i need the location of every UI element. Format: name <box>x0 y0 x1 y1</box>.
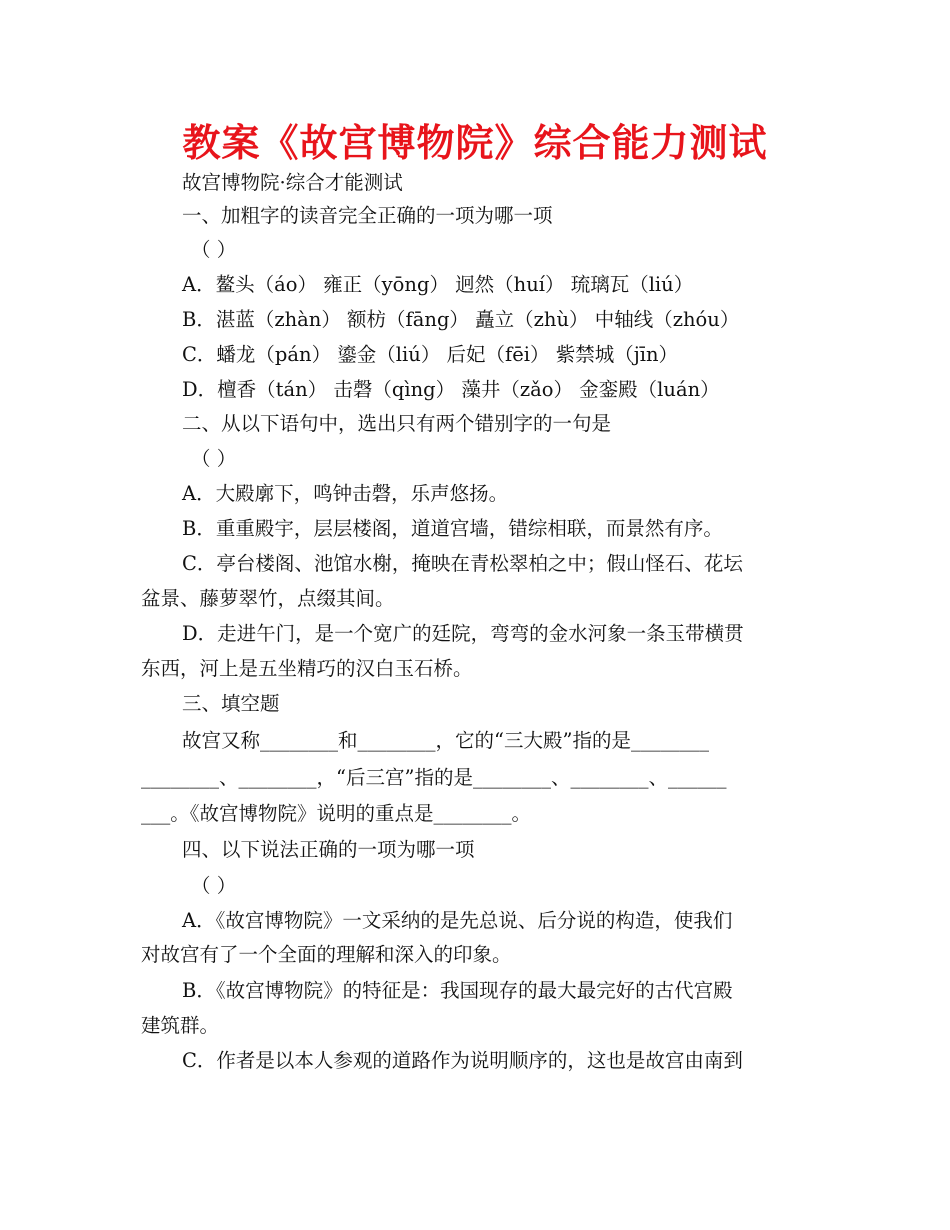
q4-option-a: A．《故宫博物院》一文采纳的是先总说、后分说的构造，使我们 <box>182 909 733 932</box>
q2-option-d: D．走进午门，是一个宽广的廷院，弯弯的金水河象一条玉带横贯 <box>182 622 744 645</box>
document-title: 教案《故宫博物院》综合能力测试 <box>182 121 768 165</box>
q1-option-a: A．鳌头（áo） 雍正（yōng） 迥然（huí） 琉璃瓦（liú） <box>182 273 694 296</box>
answer-blank-1: （ ） <box>191 238 237 261</box>
q2-option-d-cont: 东西，河上是五坐精巧的汉白玉石桥。 <box>141 657 473 680</box>
answer-blank-2: （ ） <box>191 447 237 470</box>
q1-option-d: D．檀香（tán） 击磬（qìng） 藻井（zǎo） 金銮殿（luán） <box>182 378 720 401</box>
question-1-heading: 一、加粗字的读音完全正确的一项为哪一项 <box>182 204 553 227</box>
q3-fill-line-1: 故宫又称________和________，它的“三大殿”指的是________ <box>182 729 709 752</box>
question-3-heading: 三、填空题 <box>182 692 280 715</box>
q2-option-c-cont: 盆景、藤萝翠竹，点缀其间。 <box>141 587 395 610</box>
answer-blank-4: （ ） <box>191 874 237 897</box>
q3-fill-line-3: ___。《故宫博物院》说明的重点是________。 <box>141 802 532 825</box>
subtitle: 故宫博物院·综合才能测试 <box>182 171 403 194</box>
q1-option-b: B．湛蓝（zhàn） 额枋（fāng） 矗立（zhù） 中轴线（zhóu） <box>182 308 740 331</box>
q1-option-c: C．蟠龙（pán） 鎏金（liú） 后妃（fēi） 紫禁城（jīn） <box>182 343 679 366</box>
q2-option-c: C．亭台楼阁、池馆水榭，掩映在青松翠柏之中；假山怪石、花坛 <box>182 552 743 575</box>
q2-option-a: A．大殿廓下，鸣钟击磬，乐声悠扬。 <box>182 482 509 505</box>
q4-option-b: B．《故宫博物院》的特征是：我国现存的最大最完好的古代宫殿 <box>182 979 733 1002</box>
q3-fill-line-2: ________、________，“后三宫”指的是________、________、______ <box>141 766 727 789</box>
q2-option-b: B．重重殿宇，层层楼阁，道道宫墙，错综相联，而景然有序。 <box>182 517 723 540</box>
question-4-heading: 四、以下说法正确的一项为哪一项 <box>182 838 475 861</box>
q4-option-a-cont: 对故宫有了一个全面的理解和深入的印象。 <box>141 943 512 966</box>
q4-option-c: C．作者是以本人参观的道路作为说明顺序的，这也是故宫由南到 <box>182 1049 743 1072</box>
question-2-heading: 二、从以下语句中，选出只有两个错别字的一句是 <box>182 412 612 435</box>
q4-option-b-cont: 建筑群。 <box>141 1014 220 1037</box>
